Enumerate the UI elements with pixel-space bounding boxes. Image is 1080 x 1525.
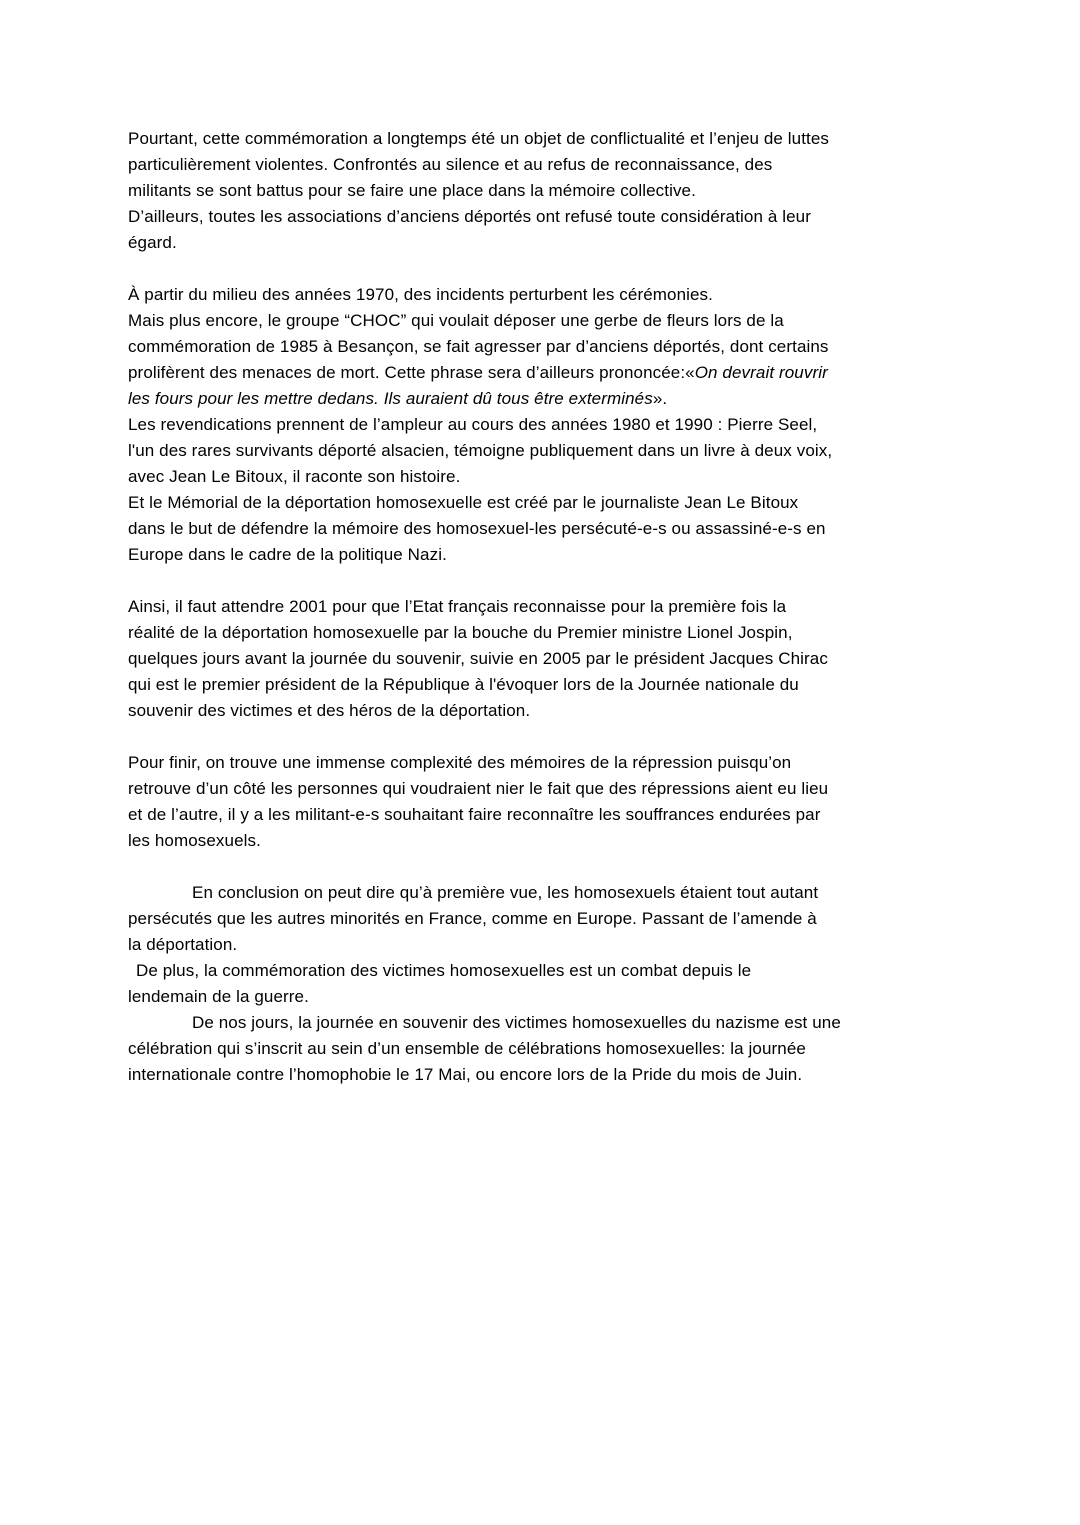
text-line bbox=[128, 1010, 952, 1036]
body-text: militants se sont battus pour se faire une place dans la mémoire collective. bbox=[128, 181, 696, 200]
body-text: De nos jours, la journée en souvenir des victimes homosexuelles du nazisme est une bbox=[192, 1013, 841, 1032]
text-line bbox=[128, 438, 952, 464]
text-line bbox=[128, 802, 952, 828]
body-text: Mais plus encore, le groupe “CHOC” qui voulait déposer une gerbe de fleurs lors de la bbox=[128, 311, 784, 330]
body-text: Pour finir, on trouve une immense complexité des mémoires de la répression puisqu’on bbox=[128, 753, 792, 772]
body-text: particulièrement violentes. Confrontés au silence et au refus de reconnaissance, des bbox=[128, 155, 773, 174]
text-line bbox=[128, 230, 952, 256]
text-line bbox=[128, 620, 952, 646]
text-line bbox=[128, 776, 952, 802]
body-text: qui est le premier président de la République à l'évoquer lors de la Journée nationale du bbox=[128, 675, 799, 694]
text-line bbox=[128, 464, 952, 490]
body-text: réalité de la déportation homosexuelle par la bouche du Premier ministre Lionel Jospin, bbox=[128, 623, 793, 642]
body-text: Et le Mémorial de la déportation homosexuelle est créé par le journaliste Jean Le Bitoux bbox=[128, 493, 799, 512]
text-line bbox=[128, 958, 952, 984]
text-line bbox=[128, 1062, 952, 1088]
body-text: célébration qui s’inscrit au sein d’un ensemble de célébrations homosexuelles: la journée bbox=[128, 1039, 806, 1058]
blank-line bbox=[128, 724, 952, 750]
text-line bbox=[128, 828, 952, 854]
text-line bbox=[128, 360, 952, 386]
text-line bbox=[128, 386, 952, 412]
body-text: commémoration de 1985 à Besançon, se fait agresser par d’anciens déportés, dont certains bbox=[128, 337, 829, 356]
body-text: lendemain de la guerre. bbox=[128, 987, 309, 1006]
body-text: et de l’autre, il y a les militant-e-s souhaitant faire reconnaître les souffrances endurées par bbox=[128, 805, 821, 824]
document-body bbox=[128, 126, 952, 1088]
text-line bbox=[128, 542, 952, 568]
body-text: ». bbox=[652, 389, 668, 408]
text-line bbox=[128, 126, 952, 152]
text-line bbox=[128, 750, 952, 776]
body-text: souvenir des victimes et des héros de la déportation. bbox=[128, 701, 531, 720]
text-line bbox=[128, 178, 952, 204]
body-text: persécutés que les autres minorités en France, comme en Europe. Passant de l’amende à bbox=[128, 909, 817, 928]
body-text: quelques jours avant la journée du souvenir, suivie en 2005 par le président Jacques Chirac bbox=[128, 649, 828, 668]
body-text: l'un des rares survivants déporté alsacien, témoigne publiquement dans un livre à deux voix, bbox=[128, 441, 833, 460]
body-text: prolifèrent des menaces de mort. Cette phrase sera d’ailleurs prononcée:« bbox=[128, 363, 695, 382]
body-text: internationale contre l’homophobie le 17 Mai, ou encore lors de la Pride du mois de Juin. bbox=[128, 1065, 803, 1084]
body-text: avec Jean Le Bitoux, il raconte son histoire. bbox=[128, 467, 461, 486]
text-line bbox=[128, 906, 952, 932]
body-text: la déportation. bbox=[128, 935, 238, 954]
body-text: Pourtant, cette commémoration a longtemps été un objet de conflictualité et l’enjeu de luttes bbox=[128, 129, 830, 148]
text-line bbox=[128, 490, 952, 516]
text-line bbox=[128, 412, 952, 438]
quote-italic-text: les fours pour les mettre dedans. Ils auraient dû tous être exterminés bbox=[128, 389, 653, 408]
text-line bbox=[128, 282, 952, 308]
text-line bbox=[128, 594, 952, 620]
body-text: Europe dans le cadre de la politique Nazi. bbox=[128, 545, 447, 564]
text-line bbox=[128, 672, 952, 698]
body-text: À partir du milieu des années 1970, des incidents perturbent les cérémonies. bbox=[128, 285, 713, 304]
text-line bbox=[128, 698, 952, 724]
body-text: D’ailleurs, toutes les associations d’anciens déportés ont refusé toute considération à leur bbox=[128, 207, 811, 226]
body-text: Les revendications prennent de l’ampleur au cours des années 1980 et 1990 : Pierre Seel, bbox=[128, 415, 818, 434]
text-line bbox=[128, 308, 952, 334]
blank-line bbox=[128, 854, 952, 880]
body-text: Ainsi, il faut attendre 2001 pour que l’Etat français reconnaisse pour la première fois la bbox=[128, 597, 787, 616]
text-line bbox=[128, 932, 952, 958]
body-text: retrouve d’un côté les personnes qui voudraient nier le fait que des répressions aient eu lieu bbox=[128, 779, 829, 798]
text-line bbox=[128, 880, 952, 906]
body-text: En conclusion on peut dire qu’à première vue, les homosexuels étaient tout autant bbox=[192, 883, 819, 902]
text-line bbox=[128, 984, 952, 1010]
body-text: égard. bbox=[128, 233, 177, 252]
text-line bbox=[128, 204, 952, 230]
body-text: les homosexuels. bbox=[128, 831, 261, 850]
blank-line bbox=[128, 256, 952, 282]
quote-italic-text: On devrait rouvrir bbox=[694, 363, 828, 382]
body-text: De plus, la commémoration des victimes homosexuelles est un combat depuis le bbox=[136, 961, 752, 980]
text-line bbox=[128, 1036, 952, 1062]
text-line bbox=[128, 646, 952, 672]
body-text: dans le but de défendre la mémoire des homosexuel-les persécuté-e-s ou assassiné-e-s en bbox=[128, 519, 826, 538]
text-line bbox=[128, 152, 952, 178]
blank-line bbox=[128, 568, 952, 594]
text-line bbox=[128, 516, 952, 542]
text-line bbox=[128, 334, 952, 360]
